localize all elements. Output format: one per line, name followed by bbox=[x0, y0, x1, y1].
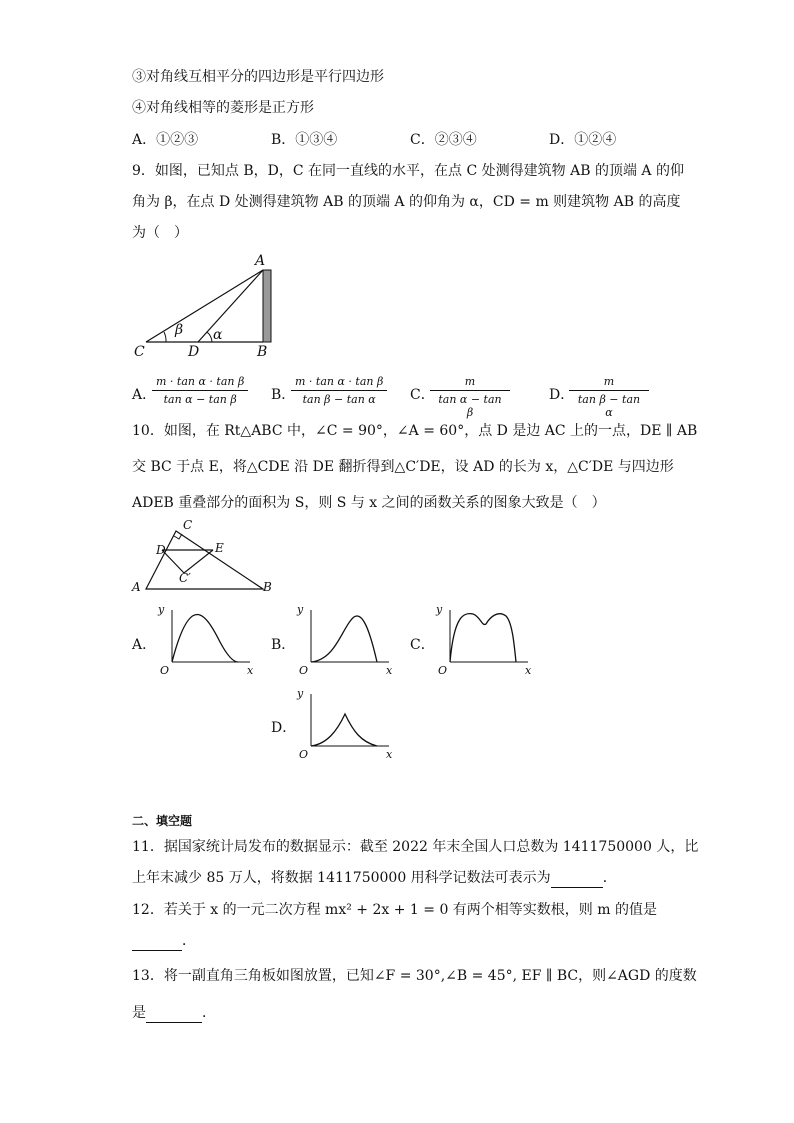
q12-line-2: ． bbox=[132, 932, 196, 951]
q10-line-1: 10．如图，在 Rt△ABC 中，∠C = 90°，∠A = 60°，点 D 是边 AC 上的一点，DE ∥ AB bbox=[132, 423, 698, 439]
q10-label-d: D bbox=[156, 543, 166, 557]
q9-label-d: D bbox=[188, 344, 200, 360]
q11-line-1: 11．据国家统计局发布的数据显示：截至 2022 年末全国人口总数为 1411750000 人，比 bbox=[132, 839, 699, 855]
q8-option-c: C．②③④ bbox=[410, 132, 477, 148]
q10-graph-c-y: y bbox=[436, 603, 443, 616]
q10-label-b: B bbox=[263, 580, 272, 594]
q10-graph-c-label: C． bbox=[410, 637, 435, 653]
q10-graph-d-y: y bbox=[297, 687, 304, 700]
q11-answer-blank[interactable] bbox=[551, 869, 603, 888]
q10-label-a: A bbox=[132, 580, 141, 594]
q10-graph-d-x: x bbox=[386, 748, 393, 761]
q10-graph-b-o: O bbox=[299, 664, 309, 677]
q10-label-cprime: C′ bbox=[179, 571, 191, 585]
q10-graph-b-x: x bbox=[386, 664, 393, 677]
q10-graph-a-y: y bbox=[158, 603, 165, 616]
q8-option-a: A．①②③ bbox=[132, 132, 199, 148]
q10-triangle-figure bbox=[130, 520, 280, 600]
q10-graph-c-o: O bbox=[438, 664, 448, 677]
q9-option-c-fraction: $\frac{m}{\text{tan α − tan β}}$ bbox=[430, 375, 510, 419]
q10-graph-d-o: O bbox=[299, 748, 309, 761]
q9-label-b: B bbox=[257, 344, 268, 360]
q10-label-c: C bbox=[183, 518, 193, 532]
q10-graph-a-label: A． bbox=[132, 637, 157, 653]
q9-line-3: 为（ ） bbox=[132, 225, 188, 241]
q10-line-2: 交 BC 于点 E，将△CDE 沿 DE 翻折得到△C′DE，设 AD 的长为 x，△C′DE 与四边形 bbox=[132, 459, 674, 475]
q9-line-2: 角为 β，在点 D 处测得建筑物 AB 的顶端 A 的仰角为 α，CD = m 则建筑物 AB 的高度 bbox=[132, 194, 681, 210]
q10-graph-b-y: y bbox=[297, 603, 304, 616]
q13-line-2: 是 ． bbox=[132, 1005, 216, 1021]
q9-option-b-label: B． bbox=[271, 387, 296, 403]
q10-graph-d-label: D． bbox=[271, 720, 297, 736]
q9-line-1: 9．如图，已知点 B，D，C 在同一直线的水平，在点 C 处测得建筑物 AB 的顶端 A 的仰 bbox=[132, 163, 684, 179]
q9-option-a-fraction: $\frac{\text{m · tan α · tan β}}{\text{tan α − tan β}}$ bbox=[152, 375, 248, 406]
q9-option-a-label: A． bbox=[132, 387, 157, 403]
q9-label-a: A bbox=[255, 253, 266, 269]
q10-label-e: E bbox=[215, 541, 224, 555]
q9-label-c: C bbox=[134, 344, 145, 360]
section-fill-in-title: 二、填空题 bbox=[132, 814, 193, 828]
q10-graph-a-o: O bbox=[160, 664, 170, 677]
q10-line-3: ADEB 重叠部分的面积为 S，则 S 与 x 之间的函数关系的图象大致是（ ） bbox=[132, 495, 606, 511]
q13-answer-blank[interactable] bbox=[146, 1004, 202, 1023]
q8-option-d: D．①②④ bbox=[549, 132, 617, 148]
statement-4: ④对角线相等的菱形是正方形 bbox=[132, 100, 314, 116]
q9-option-d-fraction: $\frac{m}{\text{tan β − tan α}}$ bbox=[569, 375, 649, 419]
q11-line-2: 上年末减少 85 万人，将数据 1411750000 用科学记数法可表示为 ． bbox=[132, 870, 617, 886]
q8-option-b: B．①③④ bbox=[271, 132, 338, 148]
q9-option-d-label: D． bbox=[549, 387, 575, 403]
q10-graph-c-x: x bbox=[525, 664, 532, 677]
q10-graph-b-label: B． bbox=[271, 637, 296, 653]
q9-label-alpha: α bbox=[213, 327, 223, 343]
q12-answer-blank[interactable] bbox=[132, 932, 182, 951]
q9-label-beta: β bbox=[175, 322, 184, 338]
q13-line-1: 13．将一副直角三角板如图放置，已知∠F = 30°,∠B = 45°, EF ∥ BC，则∠AGD 的度数 bbox=[132, 968, 697, 984]
q9-option-b-fraction: $\frac{\text{m · tan α · tan β}}{\text{tan β − tan α}}$ bbox=[291, 375, 387, 406]
q10-graph-a-x: x bbox=[247, 664, 254, 677]
q9-option-c-label: C． bbox=[410, 387, 435, 403]
statement-3: ③对角线互相平分的四边形是平行四边形 bbox=[132, 69, 384, 85]
q12-line-1: 12．若关于 x 的一元二次方程 mx² + 2x + 1 = 0 有两个相等实数根，则 m 的值是 bbox=[132, 902, 657, 918]
